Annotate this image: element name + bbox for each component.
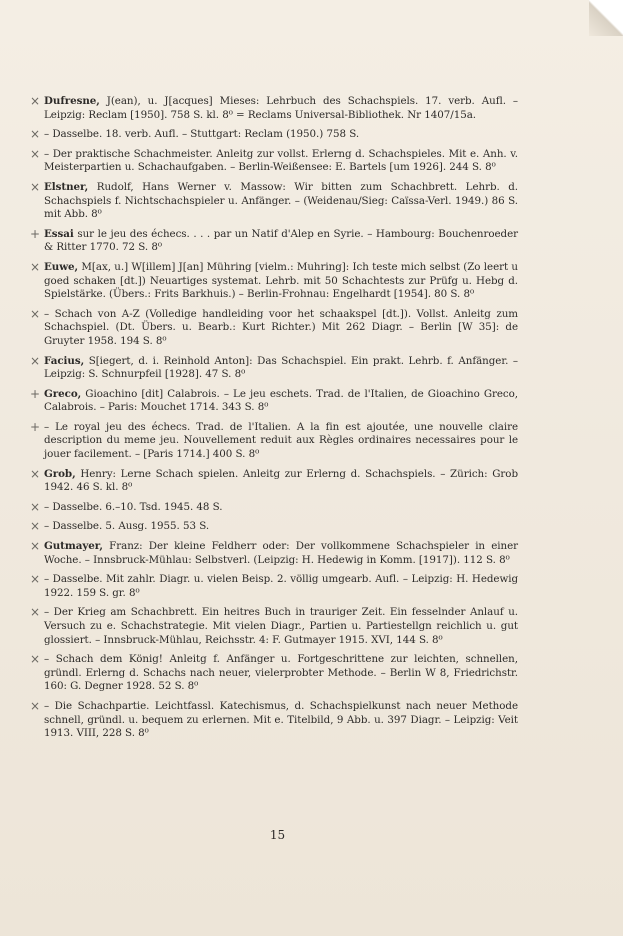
bibliography-entry (30, 573, 518, 600)
annotation-mark: × (30, 466, 41, 481)
annotation-mark: × (30, 605, 41, 620)
annotation-mark: × (30, 306, 41, 321)
entry-text: – Der Krieg am Schachbrett. Ein heitres Buch in trauriger Zeit. Ein fesselnder Anlauf u. Versuch zu e. Schachstrategie. Mit vielen Diagr., Partien u. Partiestellgn reichlich u. gut glossiert. – Innsbruck-Mühlau, Reichsstr. 4: F. Gutmayer 1915. XVI, 144 S. 8⁰ (44, 606, 518, 646)
annotation-mark: × (30, 127, 41, 142)
entry-text: Henry: Lerne Schach spielen. Anleitg zur Erlerng d. Schachspiels. – Zürich: Grob 1942. 46 S. kl. 8⁰ (44, 467, 518, 494)
annotation-mark: × (30, 146, 41, 161)
entry-text: – Dasselbe. 5. Ausg. 1955. 53 S. (44, 520, 210, 533)
annotation-mark: × (30, 519, 41, 534)
entry-text: S[iegert, d. i. Reinhold Anton]: Das Schachspiel. Ein prakt. Lehrb. f. Anfänger. – Leipzig: S. Schnurpfeil [1928]. 47 S. 8⁰ (44, 354, 518, 381)
bibliography-entry (30, 388, 518, 415)
entry-text: M[ax, u.] W[illem] J[an] Mühring [vielm.: Muhring]: Ich teste mich selbst (Zo leert u goed schaken [dt.]) Neuartiges systemat. Lehrb. mit 50 Schachtests zur Prüfg u. Hebg d. Spielstärke. (Übers.: Frits Barkhuis.) – Berlin-Frohnau: Engelhardt [1954]. 80 S. 8⁰ (44, 260, 518, 301)
entry-author: Grob, (44, 467, 76, 480)
annotation-mark: × (30, 539, 41, 554)
annotation-mark: × (30, 572, 41, 587)
entry-author: Gutmayer, (44, 540, 103, 553)
bibliography-entry (30, 700, 518, 741)
entry-author: Dufresne, (44, 95, 100, 107)
entry-text: – Le royal jeu des échecs. Trad. de l'Italien. A la fin est ajoutée, une nouvelle claire description du meme jeu. Nouvellement reduit aux Règles ordinaires necessaires pour le jouer facilement. – [Paris 1714.] 400 S. 8⁰ (44, 420, 518, 461)
folded-page-corner (589, 0, 623, 36)
bibliography-entry (30, 261, 518, 302)
bibliography-entry (30, 128, 518, 142)
bibliography-entry (30, 468, 518, 495)
annotation-mark: × (30, 652, 41, 667)
bibliography-entry (30, 653, 518, 694)
entry-text: sur le jeu des échecs. . . . par un Natif d'Alep en Syrie. – Hambourg: Bouchenroeder & Ritter 1770. 72 S. 8⁰ (44, 227, 518, 254)
page-number: 15 (269, 828, 286, 842)
bibliography-entry (30, 421, 518, 462)
entry-text: Rudolf, Hans Werner v. Massow: Wir bitten zum Schachbrett. Lehrb. d. Schachspiels f. Nichtschachspieler u. Anfänger. – (Weidenau/Sieg: Caïssa-Verl. 1949.) 86 S. mit Abb. 8⁰ (44, 180, 518, 221)
entry-author: Euwe, (44, 260, 79, 273)
entry-author: Elstner, (44, 180, 89, 193)
entry-text: – Der praktische Schachmeister. Anleitg zur vollst. Erlerng d. Schachspieles. Mit e. Anh. v. Meisterpartien u. Schachaufgaben. – Berlin-Weißensee: E. Bartels [um 1926]. 244 S. 8⁰ (44, 147, 518, 174)
entry-text: – Die Schachpartie. Leichtfassl. Katechismus, d. Schachspielkunst nach neuer Methode schnell, gründl. u. bequem zu erlernen. Mit e. Titelbild, 9 Abb. u. 397 Diagr. – Leipzig: Veit 1913. VIII, 228 S. 8⁰ (44, 699, 518, 740)
entry-text: – Dasselbe. 6.–10. Tsd. 1945. 48 S. (44, 500, 223, 513)
annotation-mark: × (30, 259, 41, 274)
bibliography-entry (30, 308, 518, 349)
annotation-mark: + (30, 226, 41, 241)
bibliography-entry (30, 95, 518, 122)
annotation-mark: × (30, 179, 41, 194)
entry-text: – Dasselbe. 18. verb. Aufl. – Stuttgart: Reclam (1950.) 758 S. (44, 128, 360, 141)
bibliography-entry (30, 540, 518, 567)
bibliography-entry (30, 501, 518, 515)
bibliography-list (30, 95, 518, 747)
annotation-mark: × (30, 94, 41, 108)
entry-text: – Schach dem König! Anleitg f. Anfänger u. Fortgeschrittene zur leichten, schnellen, gründl. Erlerng d. Schachs nach neuer, vielerprobter Methode. – Berlin W 8, Friedrichstr. 160: G. Degner 1928. 52 S. 8⁰ (44, 653, 518, 693)
entry-text: – Schach von A-Z (Volledige handleiding voor het schaakspel [dt.]). Vollst. Anleitg zum Schachspiel. (Dt. Übers. u. Bearb.: Kurt Richter.) Mit 262 Diagr. – Berlin [W 35]: de Gruyter 1958. 194 S. 8⁰ (44, 307, 518, 347)
annotation-mark: × (30, 353, 41, 368)
annotation-mark: + (30, 386, 41, 401)
entry-text: Gioachino [dit] Calabrois. – Le jeu eschets. Trad. de l'Italien, de Gioachino Greco, Calabrois. – Paris: Mouchet 1714. 343 S. 8⁰ (44, 387, 518, 414)
entry-author: Facius, (44, 354, 85, 367)
bibliography-entry (30, 228, 518, 255)
bibliography-entry (30, 606, 518, 647)
annotation-mark: × (30, 698, 41, 713)
annotation-mark: × (30, 499, 41, 514)
entry-author: Greco, (44, 387, 82, 400)
entry-text: – Dasselbe. Mit zahlr. Diagr. u. vielen Beisp. 2. völlig umgearb. Aufl. – Leipzig: H. Hedewig 1922. 159 S. gr. 8⁰ (44, 573, 518, 599)
annotation-mark: + (30, 419, 41, 434)
entry-text: J(ean), u. J[acques] Mieses: Lehrbuch des Schachspiels. 17. verb. Aufl. – Leipzig: Reclam [1950]. 758 S. kl. 8⁰ = Reclams Universal-Bibliothek. Nr 1407/15a. (44, 95, 518, 121)
entry-text: Franz: Der kleine Feldherr oder: Der vollkommene Schachspieler in einer Woche. – Innsbruck-Mühlau: Selbstverl. (Leipzig: H. Hedewig in Komm. [1917]). 112 S. 8⁰ (44, 540, 518, 566)
bibliography-entry (30, 181, 518, 222)
bibliography-entry (30, 520, 518, 534)
entry-author: Essai (44, 227, 74, 240)
bibliography-entry (30, 355, 518, 382)
bibliography-entry (30, 148, 518, 175)
